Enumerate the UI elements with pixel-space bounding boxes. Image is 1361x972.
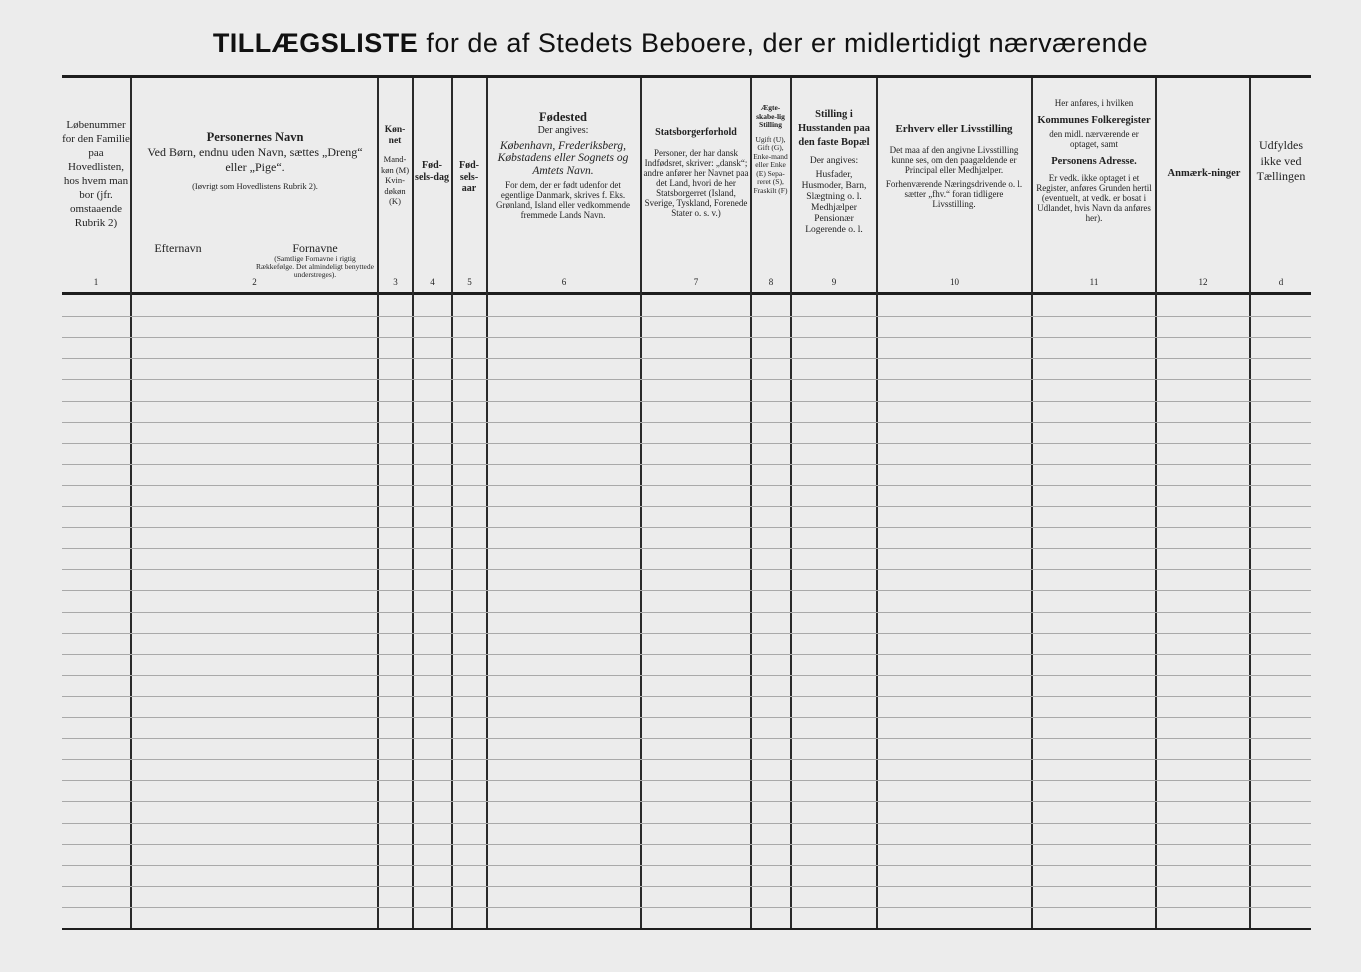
- column-1-text: Løbenummer for den Familie paa Hovedlisten, hos hvem man bor (jfr. omstaaende Rubrik 2): [62, 119, 130, 229]
- column-2-note: Ved Børn, endnu uden Navn, sættes „Dreng“ eller „Pige“.: [147, 145, 363, 174]
- column-10-heading: Erhverv eller Livsstilling: [895, 123, 1013, 135]
- column-4-header: [414, 160, 450, 183]
- entry-row-line: [62, 379, 1311, 380]
- entry-row-line: [62, 527, 1311, 528]
- column-10-text2: Forhenværende Næringsdrivende o. l. sætter „fhv.“ foran tidligere Livsstilling.: [885, 179, 1023, 209]
- column-11-pre: Her anføres, i hvilken: [1054, 98, 1134, 108]
- given-names-label: Fornavne: [292, 241, 338, 255]
- column-9-sub: Der angives:: [809, 156, 859, 166]
- column-number: 11: [1089, 277, 1099, 287]
- entry-row-line: [62, 907, 1311, 908]
- entry-row-line: [62, 886, 1311, 887]
- entry-row-line: [62, 612, 1311, 613]
- column-6-heading: Fødested: [539, 110, 587, 124]
- column-9-header: [794, 108, 874, 236]
- entry-row-line: [62, 865, 1311, 866]
- column-12-header: [1160, 168, 1248, 180]
- column-2-heading: Personernes Navn: [206, 130, 304, 144]
- column-11-heading2: Personens Adresse.: [1051, 156, 1137, 167]
- entry-row-line: [62, 316, 1311, 317]
- column-5-header: [453, 160, 485, 195]
- column-11-sub: den midl. nærværende er optaget, samt: [1049, 129, 1139, 149]
- column-6-text: For dem, der er født udenfor det egentlige Danmark, skrives f. Eks. Grønland, Island eller vedkommende fremmede Lands Navn.: [496, 180, 630, 220]
- form-title-main: TILLÆGSLISTE: [212, 28, 419, 58]
- entry-row-line: [62, 654, 1311, 655]
- column-number: 6: [561, 277, 567, 287]
- entry-row-line: [62, 780, 1311, 781]
- column-number: 8: [768, 277, 774, 287]
- column-d-text: Udfyldes ikke ved Tællingen: [1256, 138, 1306, 183]
- entry-row-line: [62, 464, 1311, 465]
- form-title-rest: for de af Stedets Beboere, der er midlertidigt nærværende: [418, 28, 1149, 58]
- column-number: 2: [252, 277, 257, 287]
- column-11-heading: Kommunes Folkeregister: [1037, 115, 1151, 126]
- entry-row-line: [62, 759, 1311, 760]
- bottom-rule: [62, 928, 1311, 930]
- column-number: 10: [950, 277, 959, 287]
- column-4-heading: Fød-sels-dag: [415, 160, 449, 183]
- column-3-text: Mand-køn (M) Kvin-døkøn (K): [380, 154, 410, 206]
- surname-label: Efternavn: [154, 241, 202, 255]
- column-number: 7: [693, 277, 699, 287]
- column-11-text: Er vedk. ikke optaget i et Register, anføres Grunden hertil (eventuelt, at vedk. er bosat i Udlandet, hvis Navn da anføres her).: [1036, 173, 1152, 223]
- column-number: 4: [430, 277, 435, 287]
- column-number: 5: [467, 277, 472, 287]
- entry-row-line: [62, 696, 1311, 697]
- entry-row-line: [62, 590, 1311, 591]
- entry-row-line: [62, 823, 1311, 824]
- column-11-header: [1035, 98, 1153, 223]
- column-2-header: [140, 130, 370, 193]
- column-6-italic: København, Frederiksberg, Købstadens eller Sognets og Amtets Navn.: [497, 139, 629, 177]
- column-number: 9: [831, 277, 837, 287]
- entry-row-line: [62, 675, 1311, 676]
- entry-row-line: [62, 633, 1311, 634]
- entry-row-line: [62, 422, 1311, 423]
- column-9-heading: Stilling i Husstanden paa den faste Bopæl: [797, 109, 871, 148]
- column-number: d: [1278, 277, 1284, 287]
- column-number: 3: [393, 277, 398, 287]
- given-names-note: (Samtlige Fornavne i rigtig Rækkefølge. Det almindeligt benyttede understreges).: [256, 253, 374, 279]
- entry-row-line: [62, 443, 1311, 444]
- form-title: [0, 28, 1361, 59]
- column-10-text: Det maa af den angivne Livsstilling kunne ses, om den paagældende er Principal eller Medhjælper.: [889, 145, 1019, 175]
- entry-row-line: [62, 485, 1311, 486]
- column-7-text: Personer, der har dansk Indfødsret, skriver: „dansk“; andre anfører her Navnet paa det Land, hvori de her Statsborgerret (Island, Sverige, Tyskland, Forenede Stater o. s. v.): [643, 148, 749, 218]
- column-12-heading: Anmærk-ninger: [1167, 168, 1241, 179]
- entry-row-line: [62, 358, 1311, 359]
- column-1-header: [62, 118, 130, 230]
- entry-row-line: [62, 717, 1311, 718]
- column-5-heading: Fød-sels-aar: [459, 160, 479, 194]
- column-2-sub-right: [255, 243, 375, 279]
- column-8-header: [752, 104, 789, 195]
- entry-row-line: [62, 506, 1311, 507]
- column-2-sub-left: [138, 243, 218, 255]
- column-10-header: [882, 122, 1026, 209]
- entry-row-line: [62, 401, 1311, 402]
- column-9-text: Husfader, Husmoder, Barn, Slægtning o. l. Medhjælper Pensionær Logerende o. l.: [801, 170, 867, 235]
- column-3-header: [379, 125, 411, 207]
- column-7-header: [643, 128, 749, 218]
- column-7-heading: Statsborgerforhold: [655, 127, 737, 138]
- column-3-heading: Køn-net: [384, 125, 406, 146]
- top-rule: [62, 75, 1311, 78]
- entry-row-line: [62, 844, 1311, 845]
- entry-row-line: [62, 801, 1311, 802]
- column-number: 12: [1198, 277, 1208, 287]
- column-8-text: Ugift (U), Gift (G), Enke-mand eller Enke (E) Sepa-reret (S), Fraskilt (F): [753, 134, 788, 195]
- column-8-heading: Ægte-skabe-lig Stilling: [756, 103, 785, 129]
- column-2-note2: (Iøvrigt som Hovedlistens Rubrik 2).: [192, 181, 318, 191]
- column-d-header: [1253, 138, 1309, 185]
- column-6-sub: Der angives:: [537, 125, 589, 136]
- column-number: 1: [93, 277, 99, 287]
- entry-row-line: [62, 738, 1311, 739]
- entry-row-line: [62, 548, 1311, 549]
- column-6-header: [490, 110, 636, 220]
- header-bottom-rule: [62, 292, 1311, 295]
- entry-row-line: [62, 569, 1311, 570]
- entry-row-line: [62, 337, 1311, 338]
